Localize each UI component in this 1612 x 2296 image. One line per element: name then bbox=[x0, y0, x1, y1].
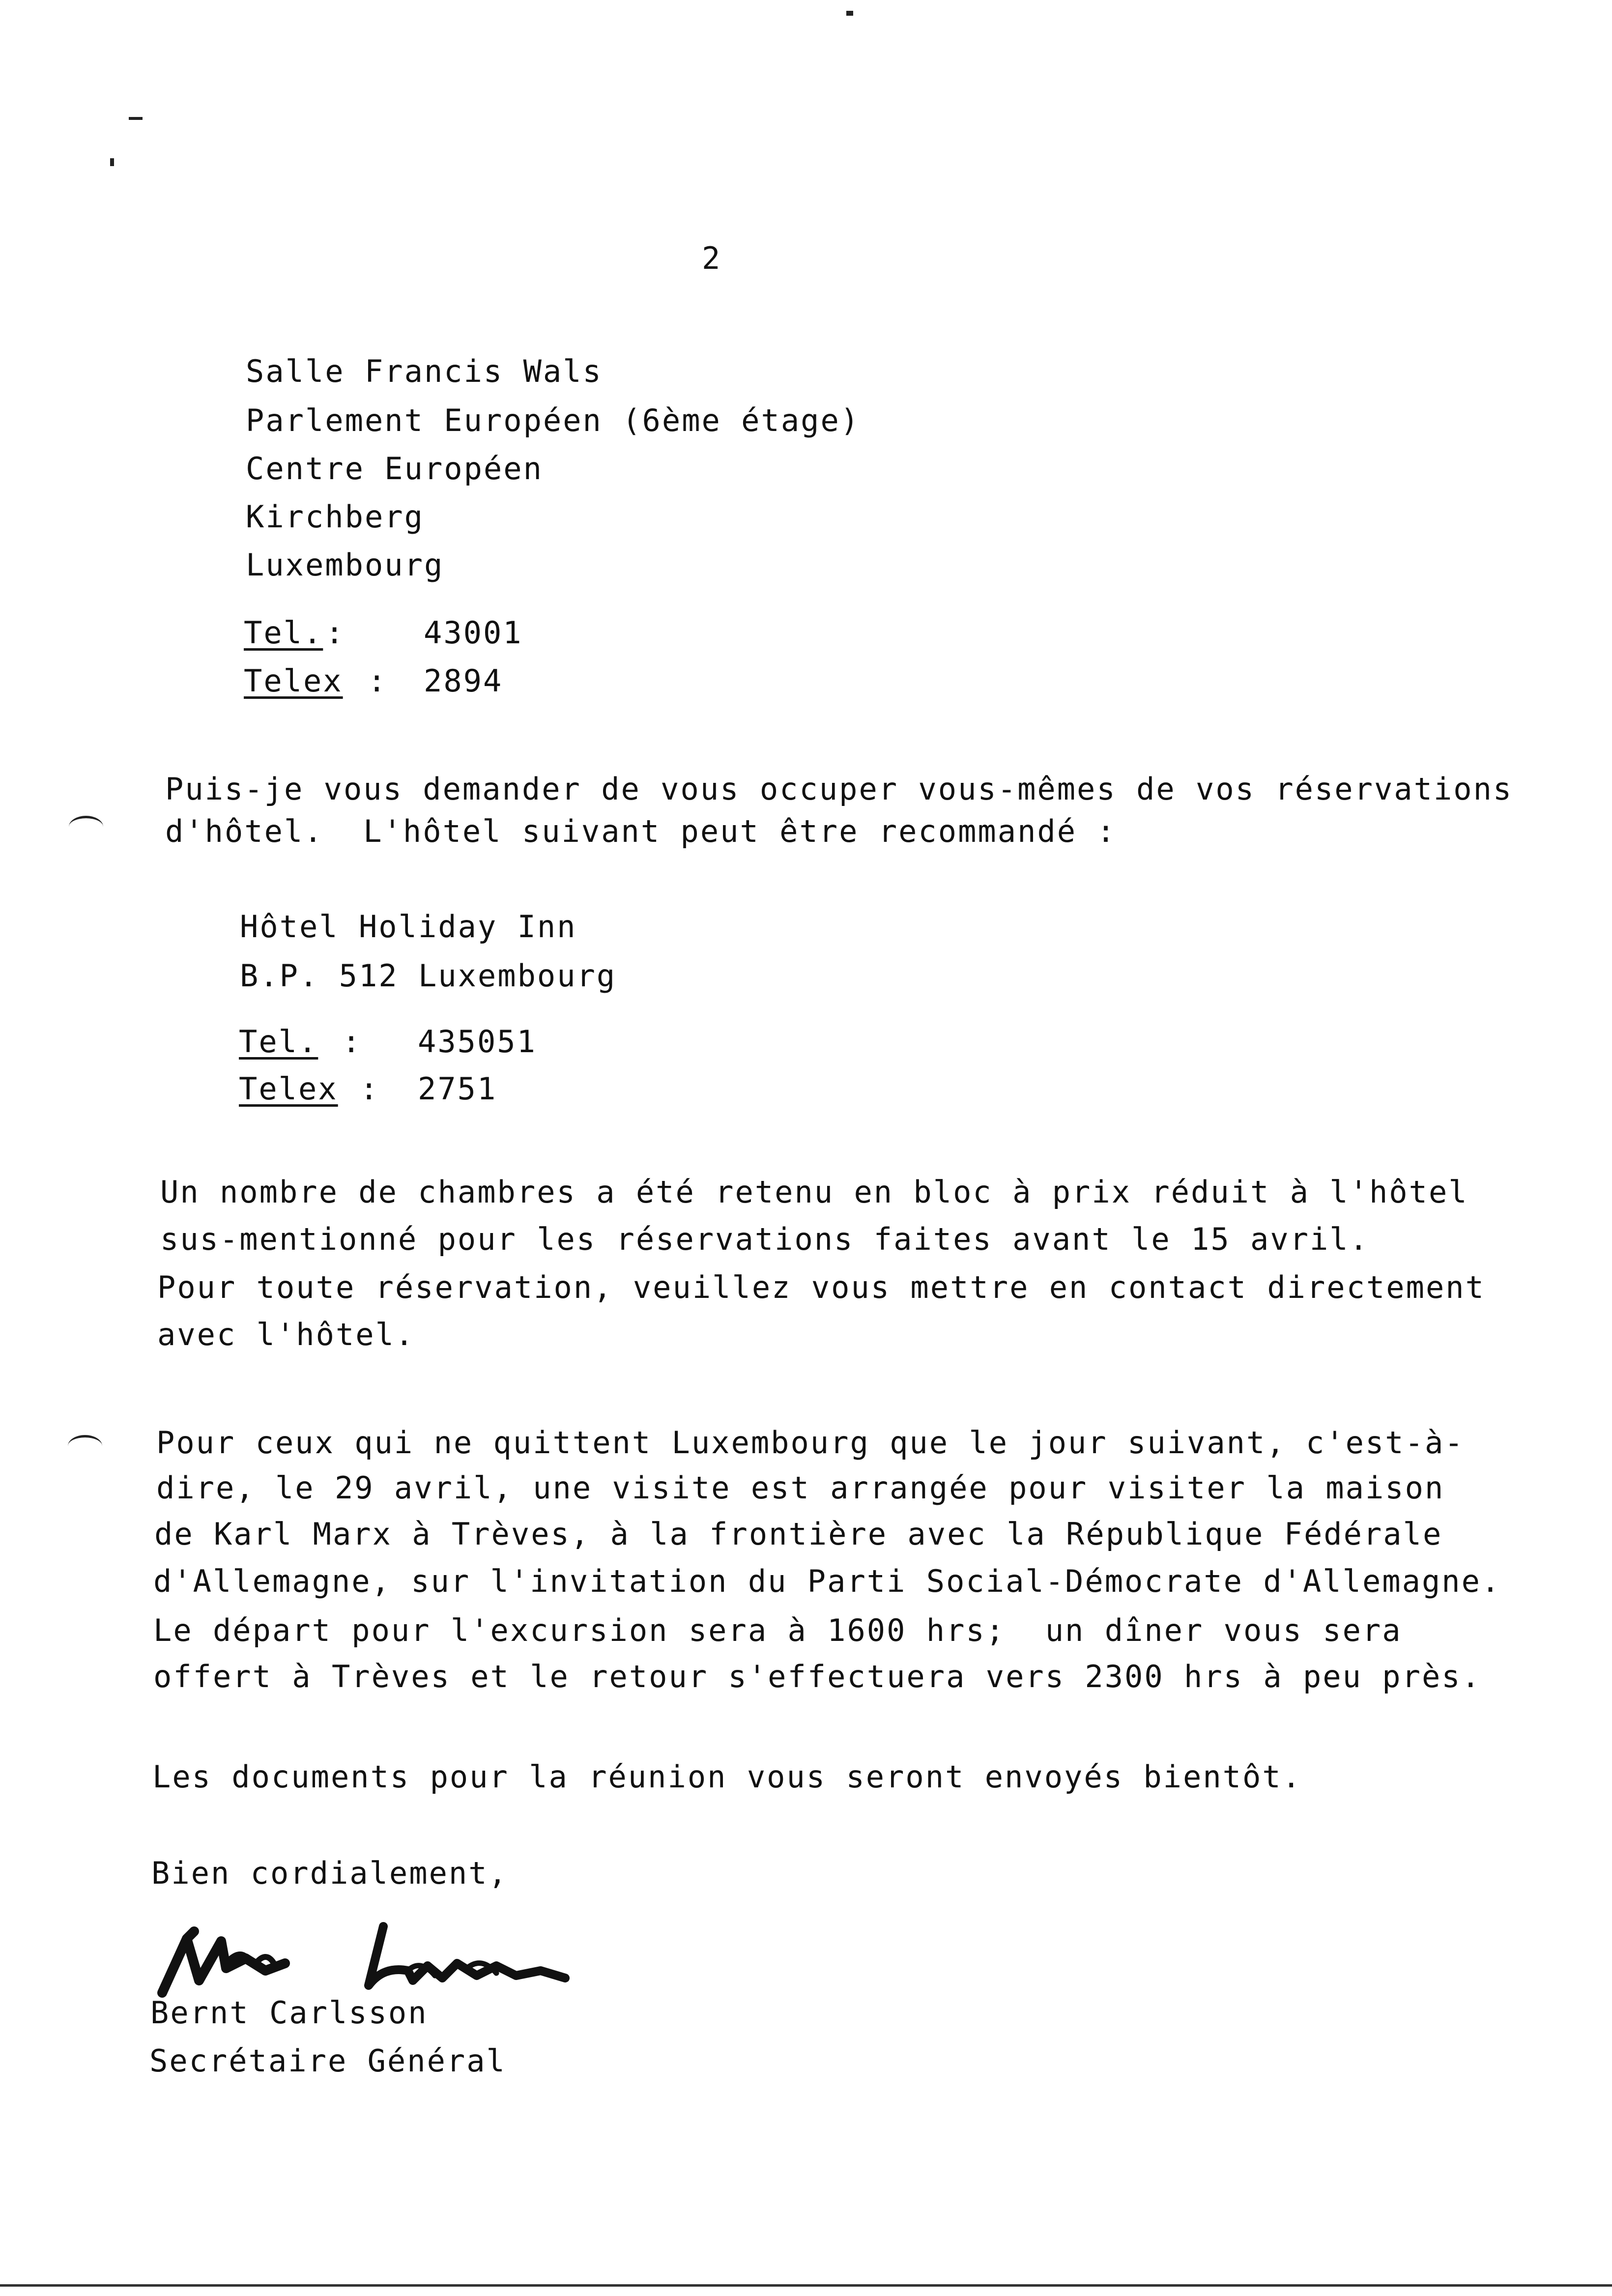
page-number: 2 bbox=[702, 240, 722, 276]
signer-name: Bernt Carlsson bbox=[150, 1995, 428, 2031]
hotel-telex-sep: : bbox=[360, 1071, 380, 1107]
venue-tel-sep: : bbox=[325, 615, 345, 651]
hotel-tel-value: 435051 bbox=[418, 1024, 537, 1060]
scan-speck bbox=[110, 158, 114, 166]
venue-tel-value: 43001 bbox=[424, 615, 523, 651]
venue-line: Luxembourg bbox=[246, 547, 444, 583]
hotel-tel-label: Tel. bbox=[239, 1024, 318, 1060]
hotel-line: Hôtel Holiday Inn bbox=[240, 909, 577, 945]
hotel-tel-sep: : bbox=[342, 1024, 362, 1060]
margin-mark bbox=[68, 1435, 102, 1457]
documents-paragraph: Les documents pour la réunion vous seront envoyés bientôt. bbox=[152, 1759, 1302, 1795]
margin-mark bbox=[69, 816, 103, 838]
venue-line: Parlement Européen (6ème étage) bbox=[246, 402, 861, 438]
paragraph-line: Un nombre de chambres a été retenu en bloc à prix réduit à l'hôtel bbox=[160, 1174, 1468, 1210]
venue-line: Salle Francis Wals bbox=[246, 353, 603, 389]
paragraph-line: Pour ceux qui ne quittent Luxembourg que le jour suivant, c'est-à- bbox=[156, 1425, 1465, 1461]
hotel-telex-label: Telex bbox=[239, 1071, 338, 1107]
paragraph-line: de Karl Marx à Trèves, à la frontière avec la République Fédérale bbox=[154, 1516, 1443, 1552]
venue-telex-value: 2894 bbox=[424, 663, 503, 699]
hotel-telex-value: 2751 bbox=[418, 1071, 497, 1107]
handwritten-signature bbox=[152, 1912, 595, 2000]
paragraph-line: Le départ pour l'excursion sera à 1600 hrs; un dîner vous sera bbox=[153, 1612, 1402, 1648]
paragraph-line: Puis-je vous demander de vous occuper vous-mêmes de vos réservations bbox=[165, 771, 1513, 807]
scan-speck bbox=[846, 11, 853, 16]
venue-telex-sep: : bbox=[368, 663, 388, 699]
venue-tel-label: Tel. bbox=[244, 615, 323, 651]
hotel-line: B.P. 512 Luxembourg bbox=[240, 958, 617, 994]
venue-telex-label: Telex bbox=[244, 663, 343, 699]
paragraph-line: sus-mentionné pour les réservations faites avant le 15 avril. bbox=[160, 1221, 1369, 1257]
signer-title: Secrétaire Général bbox=[149, 2043, 506, 2079]
scan-speck bbox=[129, 117, 143, 120]
venue-line: Centre Européen bbox=[246, 451, 543, 487]
paragraph-line: avec l'hôtel. bbox=[157, 1317, 415, 1352]
paragraph-line: offert à Trèves et le retour s'effectuera vers 2300 hrs à peu près. bbox=[153, 1659, 1481, 1694]
paragraph-line: d'Allemagne, sur l'invitation du Parti Social-Démocrate d'Allemagne. bbox=[153, 1563, 1501, 1599]
paragraph-line: dire, le 29 avril, une visite est arrangée pour visiter la maison bbox=[156, 1470, 1445, 1506]
paragraph-line: d'hôtel. L'hôtel suivant peut être recommandé : bbox=[165, 813, 1117, 849]
page-bottom-rule bbox=[0, 2284, 1612, 2287]
closing-salutation: Bien cordialement, bbox=[151, 1855, 508, 1891]
paragraph-line: Pour toute réservation, veuillez vous mettre en contact directement bbox=[157, 1269, 1485, 1305]
venue-line: Kirchberg bbox=[246, 499, 424, 535]
